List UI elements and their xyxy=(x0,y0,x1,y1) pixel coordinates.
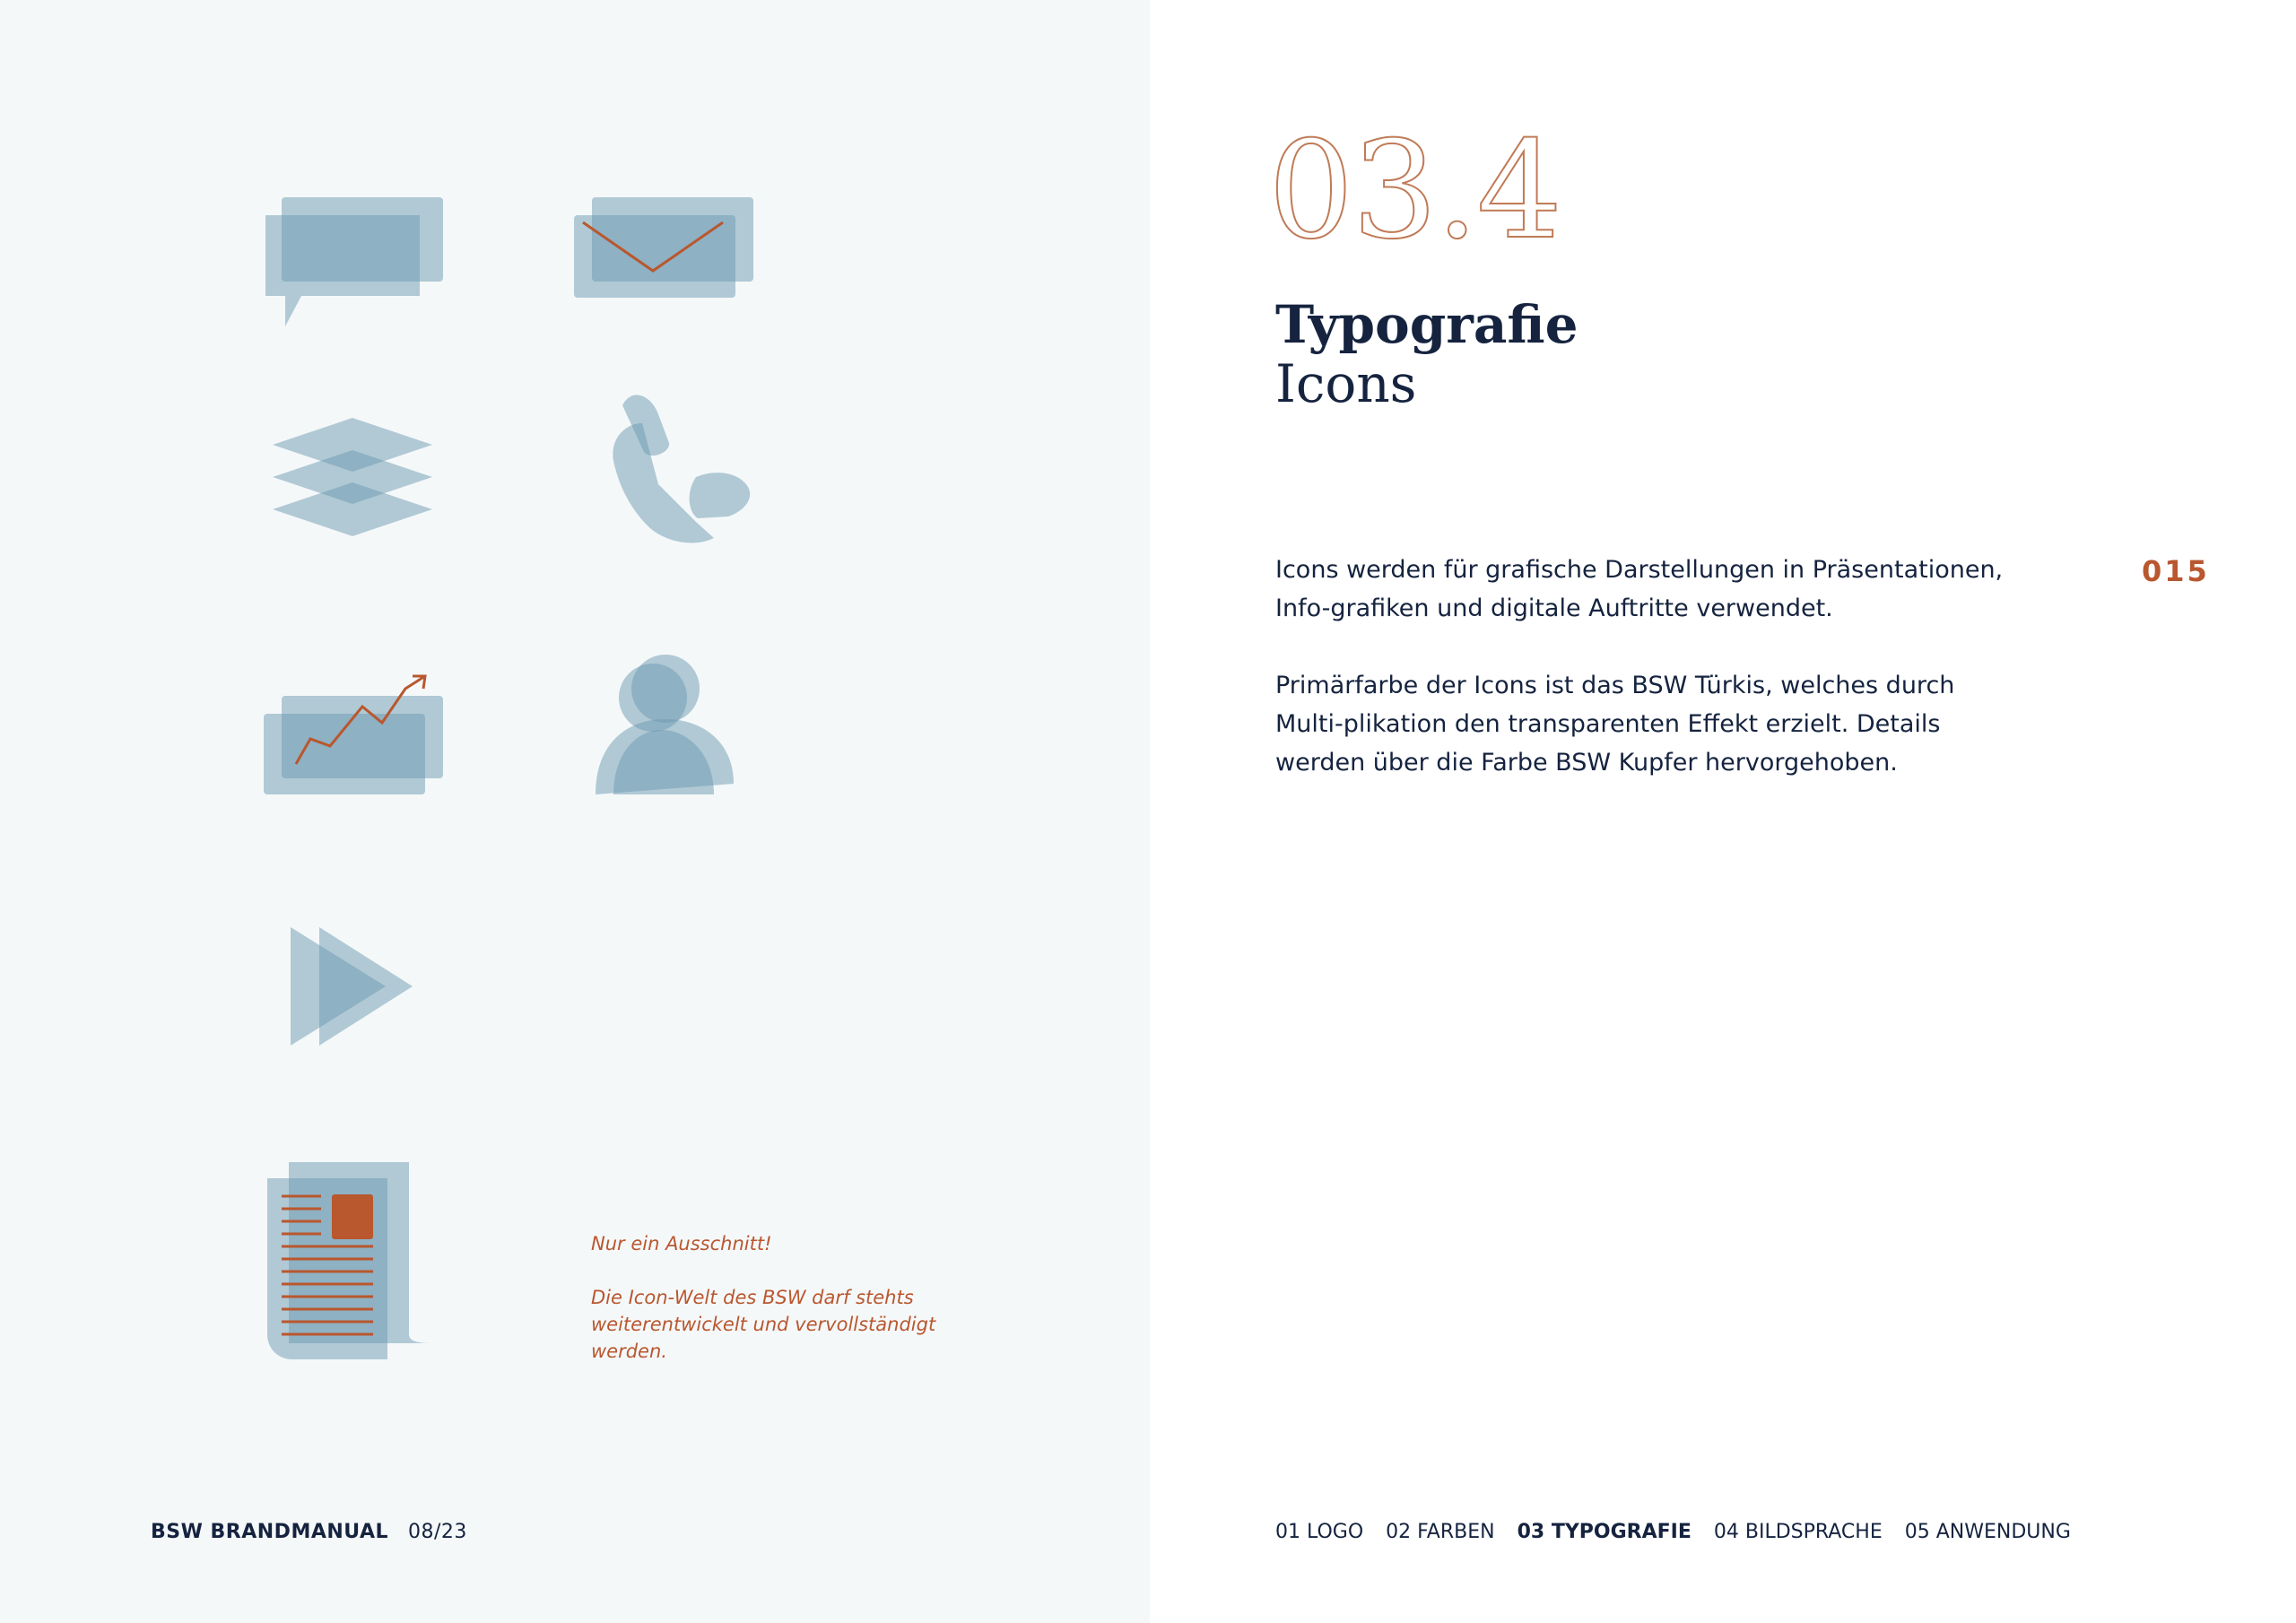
nav-item-farben[interactable]: 02 FARBEN xyxy=(1386,1521,1495,1543)
section-subtitle: Icons xyxy=(1275,353,1417,414)
chart-growth-icon xyxy=(262,671,445,796)
nav-item-bildsprache[interactable]: 04 BILDSPRACHE xyxy=(1713,1521,1883,1543)
body-paragraph-1: Icons werden für grafische Darstellungen in Präsentationen, Info-grafiken und digitale Auftritte verwendet. xyxy=(1275,556,2004,622)
nav-item-anwendung[interactable]: 05 ANWENDUNG xyxy=(1904,1521,2071,1543)
note-line-2: Die Icon-Welt des BSW darf stehts weiterentwickelt und vervollständigt werden. xyxy=(591,1287,936,1362)
chat-bubbles-icon xyxy=(262,195,445,330)
document-icon xyxy=(265,1159,441,1361)
section-title: Typografie xyxy=(1275,294,1578,355)
nav-item-typografie[interactable]: 03 TYPOGRAFIE xyxy=(1517,1521,1692,1543)
section-number: 03.4 xyxy=(1268,113,1561,269)
layers-icon xyxy=(269,416,436,538)
body-text xyxy=(1275,551,2029,782)
edition-date: 08/23 xyxy=(408,1521,467,1543)
footer-left xyxy=(151,1521,467,1543)
nav-item-logo[interactable]: 01 LOGO xyxy=(1275,1521,1364,1543)
play-icon xyxy=(289,925,414,1047)
body-paragraph-2: Primärfarbe der Icons ist das BSW Türkis, welches durch Multi-plikation den transparenten Effekt erzielt. Details werden über die Farbe BSW Kupfer hervorgehoben. xyxy=(1275,672,1955,777)
chapter-nav xyxy=(1275,1521,2093,1543)
icon-note xyxy=(591,1230,950,1365)
brand-name: BSW BRANDMANUAL xyxy=(151,1521,389,1543)
page-number: 015 xyxy=(2142,554,2210,588)
user-icon xyxy=(592,653,735,796)
envelope-icon xyxy=(572,195,755,299)
note-line-1: Nur ein Ausschnitt! xyxy=(591,1233,772,1254)
phone-icon xyxy=(588,387,759,549)
